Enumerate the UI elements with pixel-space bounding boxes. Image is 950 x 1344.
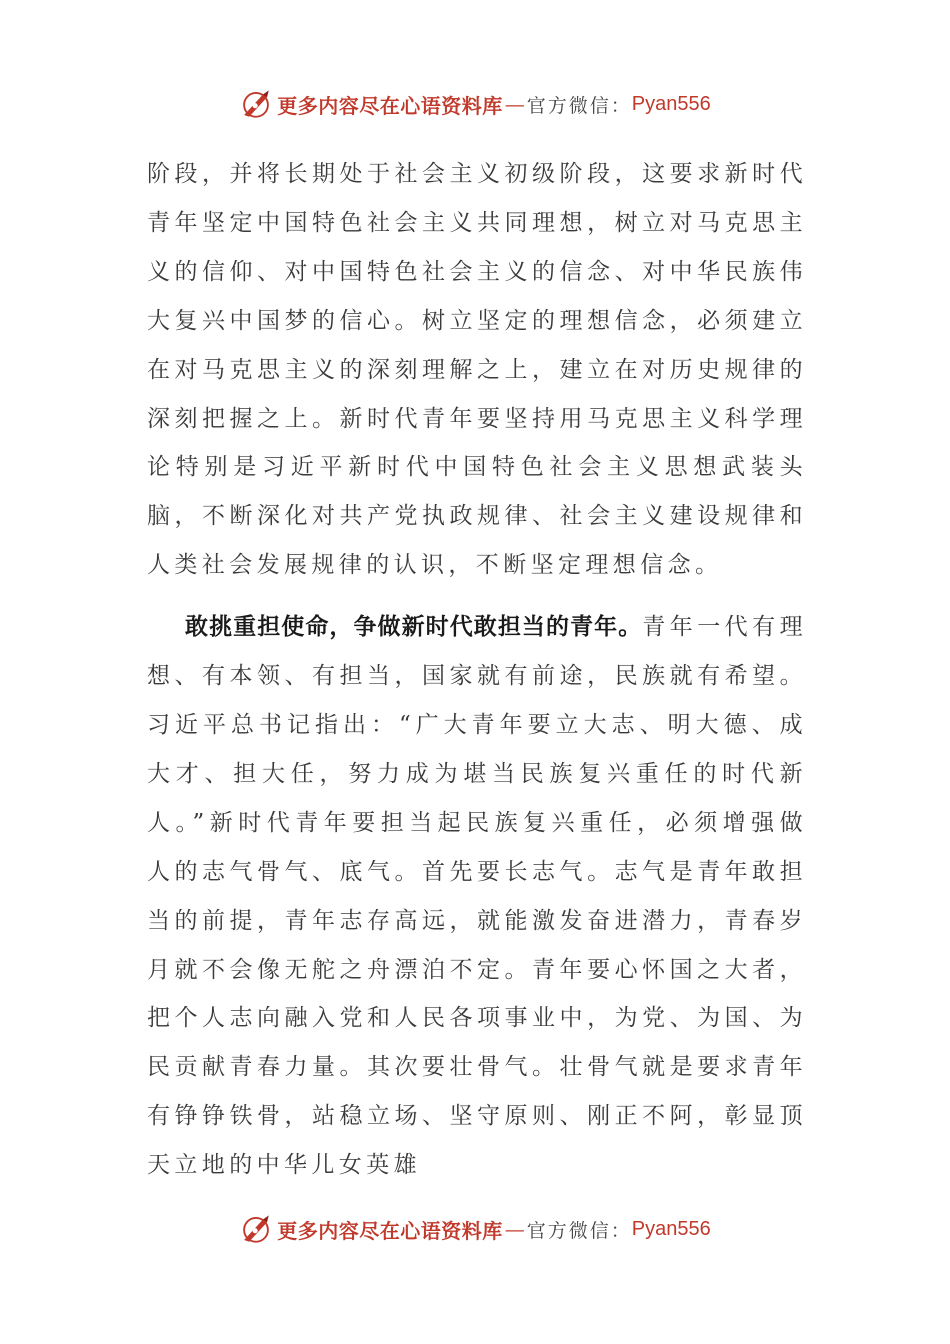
footer-banner xyxy=(0,1207,950,1251)
body-paragraph xyxy=(147,603,807,1190)
paragraph-text: 青年一代有理想、有本领、有担当，国家就有前途，民族就有希望。习近平总书记指出：“广大青年要立大志、明大德、成大才、担大任，努力成为堪当民族复兴重任的时代新人。”新时代青年要担当起民族复兴重任，必须增强做人的志气骨气、底气。首先要长志气。志气是青年敢担当的前提，青年志存高远，就能激发奋进潜力，青春岁月就不会像无舵之舟漂泊不定。青年要心怀国之大者，把个人志向融入党和人民各项事业中，为党、为国、为民贡献青春力量。其次要壮骨气。壮骨气就是要求青年有铮铮铁骨，站稳立场、坚守原则、刚正不阿，彰显顶天立地的中华儿女英雄 xyxy=(147,614,807,1179)
paragraph-text: 阶段，并将长期处于社会主义初级阶段，这要求新时代青年坚定中国特色社会主义共同理想，树立对马克思主义的信仰、对中国特色社会主义的信念、对中华民族伟大复兴中国梦的信心。树立坚定的理想信念，必须建立在对马克思主义的深刻理解之上，建立在对历史规律的深刻把握之上。新时代青年要坚持用马克思主义科学理论特别是习近平新时代中国特色社会主义思想武装头脑，不断深化对共产党执政规律、社会主义建设规律和人类社会发展规律的认识，不断坚定理想信念。 xyxy=(147,161,807,579)
header-banner xyxy=(0,82,950,126)
banner-brand-text: 更多内容尽在心语资料库 xyxy=(277,1218,503,1243)
pen-nib-logo-icon xyxy=(239,1212,273,1246)
banner-wechat-label: 官方微信： xyxy=(526,94,632,117)
banner-brand-text: 更多内容尽在心语资料库 xyxy=(277,93,503,118)
paragraph-lead-heading: 敢挑重担使命，争做新时代敢担当的青年。 xyxy=(185,613,643,641)
banner-wechat-id: Pyan556 xyxy=(631,1217,711,1240)
banner-wechat-label: 官方微信： xyxy=(526,1219,632,1242)
body-paragraph xyxy=(147,150,807,590)
banner-wechat-id: Pyan556 xyxy=(631,92,711,115)
document-body xyxy=(147,150,807,1190)
banner-separator: — xyxy=(504,92,525,116)
pen-nib-logo-icon xyxy=(239,87,273,121)
banner-separator: — xyxy=(504,1217,525,1241)
